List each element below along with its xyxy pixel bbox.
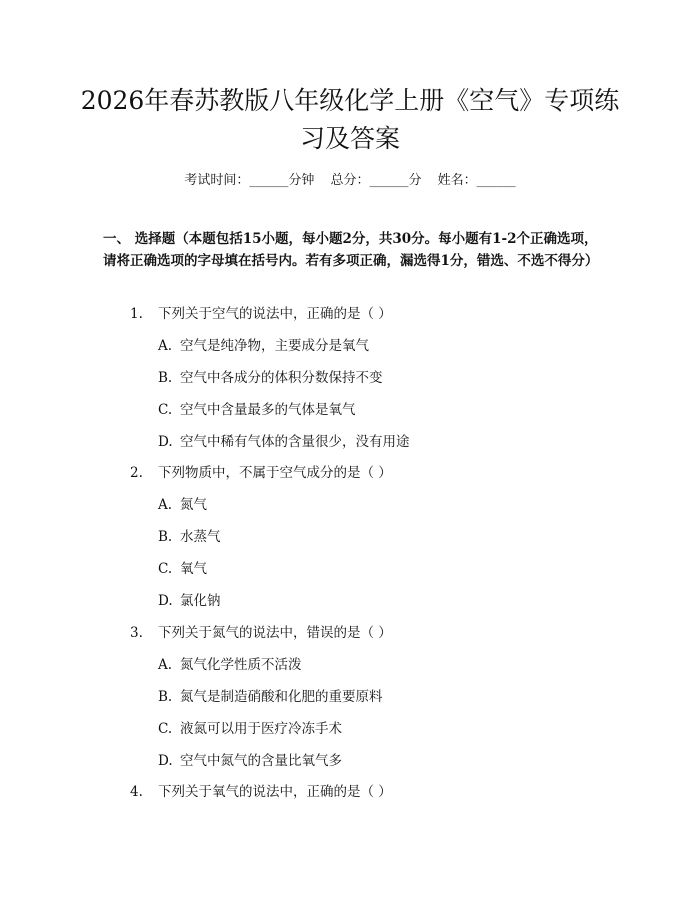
option-letter: B.	[158, 529, 173, 545]
option-2a	[158, 493, 207, 513]
question-3	[130, 621, 392, 641]
option-letter: C.	[158, 402, 173, 418]
question-number: 4.	[130, 784, 143, 800]
page-title: 2026年春苏教版八年级化学上册《空气》专项练习及答案	[80, 86, 620, 153]
option-letter: B.	[158, 689, 173, 705]
option-2b	[158, 525, 221, 545]
option-letter: D.	[158, 434, 173, 450]
question-text: 下列关于空气的说法中，正确的是（ ）	[158, 306, 392, 322]
option-text: 水蒸气	[180, 529, 221, 545]
option-1d	[158, 430, 410, 450]
option-1a	[158, 334, 369, 354]
option-text: 液氮可以用于医疗冷冻手术	[180, 721, 342, 737]
exam-name: 姓名：______	[437, 173, 516, 188]
option-text: 氮气是制造硝酸和化肥的重要原料	[180, 689, 383, 705]
option-3d	[158, 749, 342, 769]
exam-time: 考试时间：______分钟	[184, 173, 315, 188]
option-1b	[158, 366, 383, 386]
question-1	[130, 302, 392, 322]
option-letter: C.	[158, 721, 173, 737]
option-2c	[158, 557, 207, 577]
option-text: 空气是纯净物，主要成分是氧气	[180, 338, 369, 354]
option-2d	[158, 589, 221, 609]
option-1c	[158, 398, 356, 418]
option-letter: A.	[158, 657, 173, 673]
question-number: 3.	[130, 625, 143, 641]
exam-score: 总分：______分	[330, 173, 422, 188]
question-number: 1.	[130, 306, 143, 322]
option-letter: A.	[158, 497, 173, 513]
option-letter: D.	[158, 753, 173, 769]
option-3b	[158, 685, 383, 705]
option-text: 空气中稀有气体的含量很少，没有用途	[180, 434, 410, 450]
question-number: 2.	[130, 465, 143, 481]
option-text: 空气中各成分的体积分数保持不变	[180, 370, 383, 386]
option-text: 氧气	[180, 561, 207, 577]
question-text: 下列物质中，不属于空气成分的是（ ）	[158, 465, 392, 481]
option-letter: A.	[158, 338, 173, 354]
option-text: 氮气	[180, 497, 207, 513]
option-letter: D.	[158, 593, 173, 609]
option-letter: C.	[158, 561, 173, 577]
option-text: 氮气化学性质不活泼	[180, 657, 302, 673]
exam-meta	[0, 169, 700, 188]
option-3a	[158, 653, 302, 673]
option-text: 氯化钠	[180, 593, 221, 609]
option-text: 空气中含量最多的气体是氧气	[180, 402, 356, 418]
question-text: 下列关于氧气的说法中，正确的是（ ）	[158, 784, 392, 800]
option-letter: B.	[158, 370, 173, 386]
question-4	[130, 780, 392, 800]
section-heading: 一、 选择题（本题包括15小题，每小题2分，共30分。每小题有1-2个正确选项，请将正确选项的字母填在括号内。若有多项正确，漏选得1分，错选、不选不得分）	[103, 231, 599, 269]
question-text: 下列关于氮气的说法中，错误的是（ ）	[158, 625, 392, 641]
question-2	[130, 461, 392, 481]
option-text: 空气中氮气的含量比氧气多	[180, 753, 342, 769]
option-3c	[158, 717, 342, 737]
